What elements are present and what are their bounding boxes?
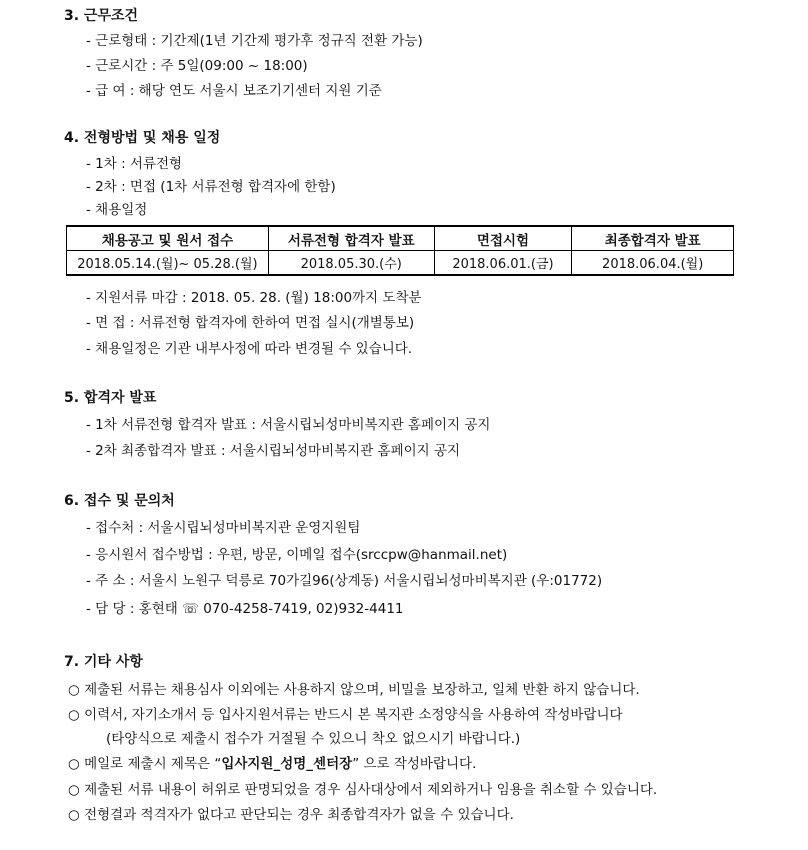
s7-item-form: ○ 이력서, 자기소개서 등 입사지원서류는 반드시 본 복지관 소정양식을 사용하여 작성바랍니다 — [68, 707, 623, 723]
s7-email-suffix: ” 으로 작성바랍니다. — [352, 756, 477, 772]
s5-final-announcement: - 2차 최종합격자 발표 : 서울시립뇌성마비복지관 홈페이지 공지 — [86, 443, 461, 459]
schedule-header-cell: 채용공고 및 원서 접수 — [67, 226, 269, 251]
s7-item-email-subject — [68, 752, 476, 772]
s7-item-confidentiality: ○ 제출된 서류는 채용심사 이외에는 사용하지 않으며, 비밀을 보장하고, 일체 반환 하지 않습니다. — [68, 682, 640, 698]
s4-interview: - 면 접 : 서류전형 합격자에 한하여 면접 실시(개별통보) — [86, 315, 415, 331]
s6-submission-method: - 응시원서 접수방법 : 우편, 방문, 이메일 접수(srccpw@hanmail.net) — [86, 547, 508, 563]
section-5-heading: 5. 합격자 발표 — [64, 390, 157, 406]
s7-item-form-note: (타양식으로 제출시 접수가 거절될 수 있으니 착오 없으시기 바랍니다.) — [106, 731, 521, 747]
s4-deadline: - 지원서류 마감 : 2018. 05. 28. (월) 18:00까지 도착분 — [86, 290, 422, 306]
s3-working-hours: - 근로시간 : 주 5일(09:00 ~ 18:00) — [86, 58, 308, 74]
s7-item-falsification: ○ 제출된 서류 내용이 허위로 판명되었을 경우 심사대상에서 제외하거나 임용을 취소할 수 있습니다. — [68, 782, 658, 798]
schedule-header-row — [67, 226, 734, 251]
s5-first-announcement: - 1차 서류전형 합격자 발표 : 서울시립뇌성마비복지관 홈페이지 공지 — [86, 417, 491, 433]
s3-salary: - 급 여 : 해당 연도 서울시 보조기기센터 지원 기준 — [86, 83, 382, 99]
s6-address: - 주 소 : 서울시 노원구 덕릉로 70가길96(상계동) 서울시립뇌성마비복지관 (우:01772) — [86, 573, 603, 589]
s4-schedule-note: - 채용일정은 기관 내부사정에 따라 변경될 수 있습니다. — [86, 341, 413, 357]
s3-employment-type: - 근로형태 : 기간제(1년 기간제 평가후 정규직 전환 가능) — [86, 33, 423, 49]
section-3-heading: 3. 근무조건 — [64, 8, 139, 24]
s6-reception: - 접수처 : 서울시립뇌성마비복지관 운영지원팀 — [86, 520, 361, 536]
s7-email-subject-format: 입사지원_성명_센터장 — [221, 756, 353, 772]
s6-contact: - 담 당 : 홍현태 ☏ 070-4258-7419, 02)932-4411 — [86, 601, 404, 617]
s4-first-stage: - 1차 : 서류전형 — [86, 156, 183, 172]
s7-email-prefix: ○ 메일로 제출시 제목은 “ — [68, 756, 222, 772]
schedule-data-cell: 2018.06.04.(월) — [572, 251, 734, 276]
schedule-header-cell: 최종합격자 발표 — [572, 226, 734, 251]
schedule-data-cell: 2018.05.14.(월)~ 05.28.(월) — [67, 251, 269, 276]
schedule-data-row — [67, 251, 734, 276]
section-4-heading: 4. 전형방법 및 채용 일정 — [64, 130, 221, 146]
s7-item-no-candidate: ○ 전형결과 적격자가 없다고 판단되는 경우 최종합격자가 없을 수 있습니다. — [68, 807, 514, 823]
schedule-data-cell: 2018.05.30.(수) — [268, 251, 434, 276]
s4-schedule-label: - 채용일정 — [86, 202, 148, 218]
schedule-table — [66, 225, 734, 276]
section-7-heading: 7. 기타 사항 — [64, 654, 143, 670]
section-6-heading: 6. 접수 및 문의처 — [64, 493, 175, 509]
s4-second-stage: - 2차 : 면접 (1차 서류전형 합격자에 한함) — [86, 179, 336, 195]
schedule-data-cell: 2018.06.01.(금) — [434, 251, 572, 276]
schedule-header-cell: 면접시험 — [434, 226, 572, 251]
schedule-header-cell: 서류전형 합격자 발표 — [268, 226, 434, 251]
